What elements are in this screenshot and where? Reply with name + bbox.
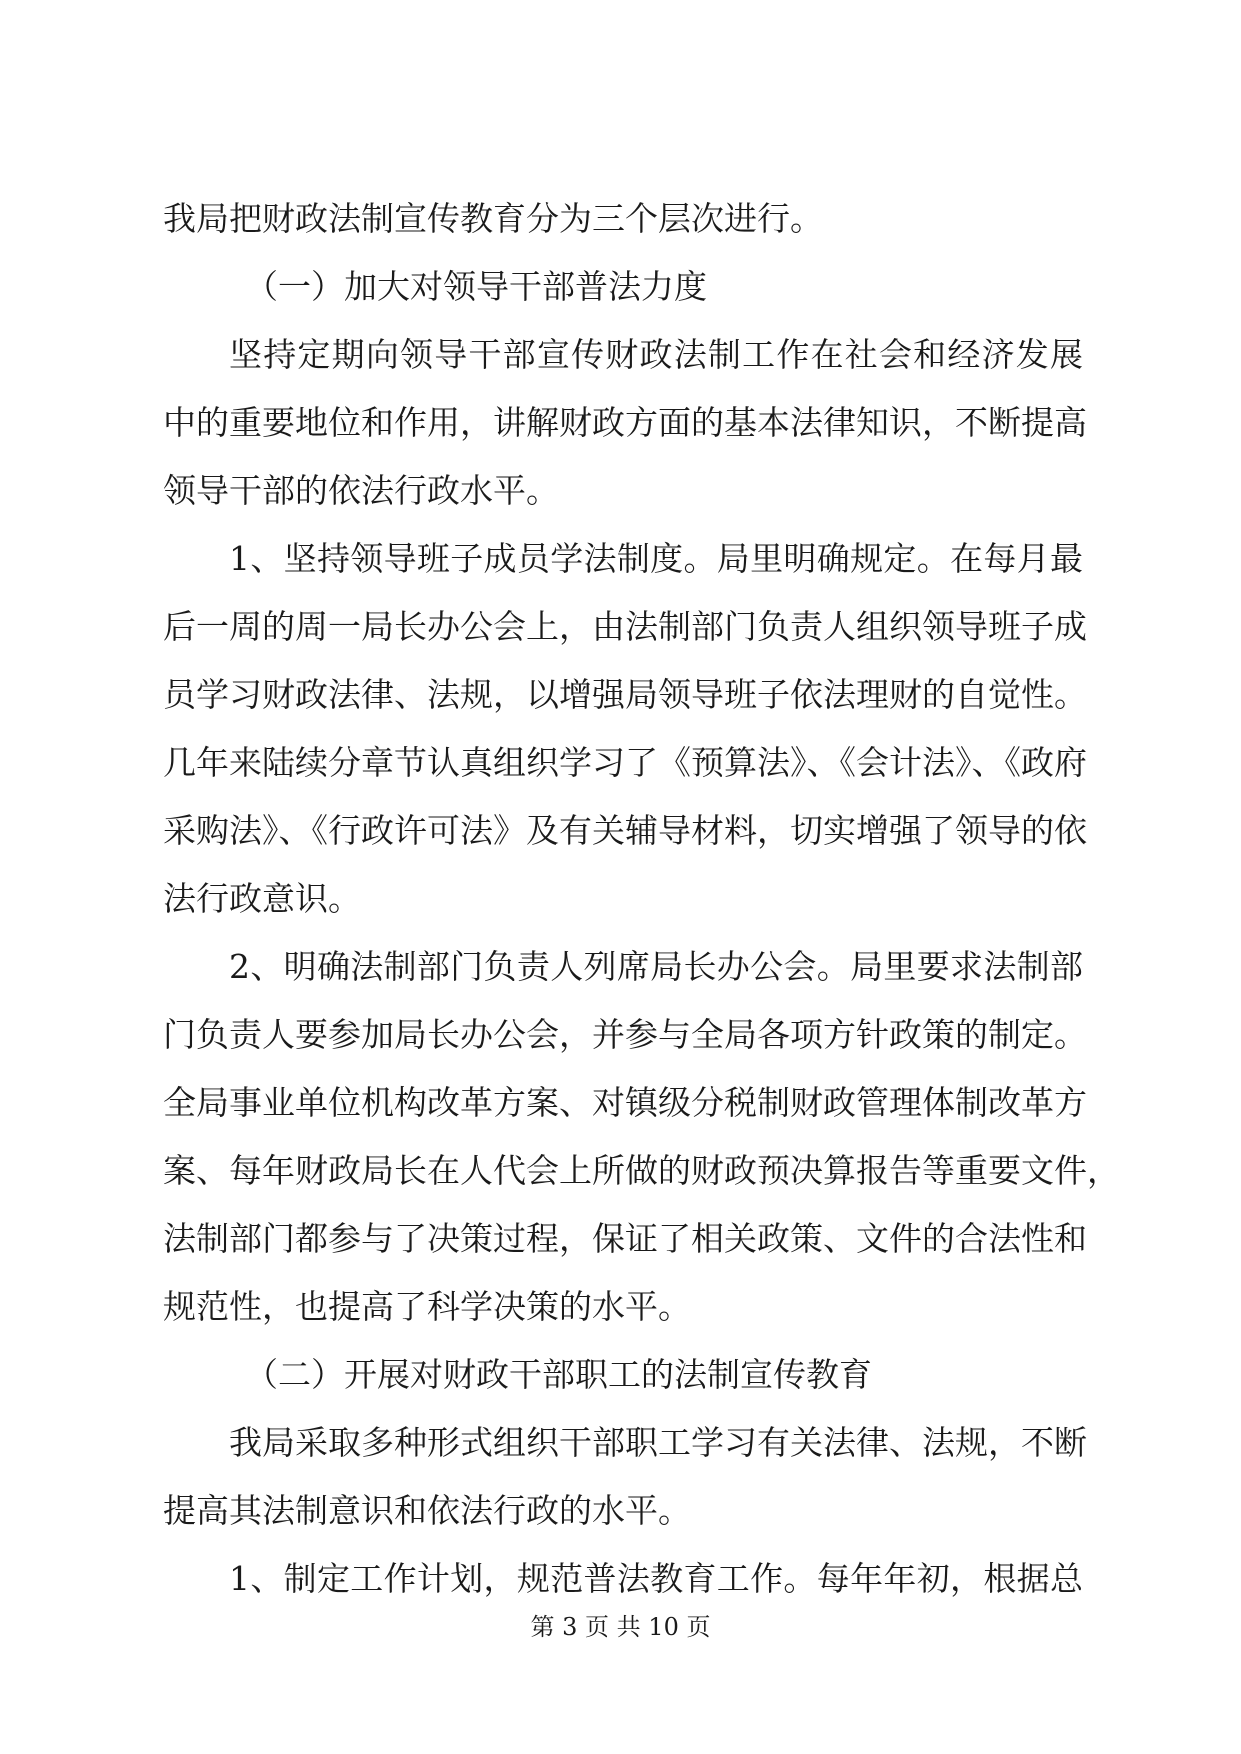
text-line: （二）开展对财政干部职工的法制宣传教育: [245, 1355, 872, 1394]
text-line: 规范性，也提高了科学决策的水平。: [163, 1287, 691, 1326]
text-line: 1、坚持领导班子成员学法制度。局里明确规定。在每月最: [229, 539, 1083, 578]
text-line: 提高其法制意识和依法行政的水平。: [163, 1491, 691, 1530]
text-line: 坚持定期向领导干部宣传财政法制工作在社会和经济发展: [229, 335, 1083, 374]
text-line: 门负责人要参加局长办公会，并参与全局各项方针政策的制定。: [163, 1015, 1087, 1054]
text-line: 全局事业单位机构改革方案、对镇级分税制财政管理体制改革方: [163, 1083, 1087, 1122]
document-body: [163, 185, 1120, 1613]
text-line: 领导干部的依法行政水平。: [163, 471, 559, 510]
page-number-footer: 第 3 页 共 10 页: [530, 1613, 711, 1641]
text-line: 我局采取多种形式组织干部职工学习有关法律、法规，不断: [229, 1423, 1087, 1462]
text-line: （一）加大对领导干部普法力度: [245, 267, 707, 306]
text-line: 我局把财政法制宣传教育分为三个层次进行。: [163, 199, 823, 238]
text-line: 法行政意识。: [163, 879, 361, 918]
text-line: 采购法》、《行政许可法》及有关辅导材料，切实增强了领导的依: [163, 811, 1087, 850]
text-line: 法制部门都参与了决策过程，保证了相关政策、文件的合法性和: [163, 1219, 1087, 1258]
text-line: 2、明确法制部门负责人列席局长办公会。局里要求法制部: [229, 947, 1083, 986]
text-line: 几年来陆续分章节认真组织学习了《预算法》、《会计法》、《政府: [163, 743, 1087, 782]
text-line: 案、每年财政局长在人代会上所做的财政预决算报告等重要文件，: [163, 1151, 1120, 1190]
text-line: 1、制定工作计划，规范普法教育工作。每年年初，根据总: [229, 1559, 1083, 1598]
text-line: 后一周的周一局长办公会上，由法制部门负责人组织领导班子成: [163, 607, 1087, 646]
text-line: 员学习财政法律、法规，以增强局领导班子依法理财的自觉性。: [163, 675, 1087, 714]
text-line: 中的重要地位和作用，讲解财政方面的基本法律知识，不断提高: [163, 403, 1087, 442]
